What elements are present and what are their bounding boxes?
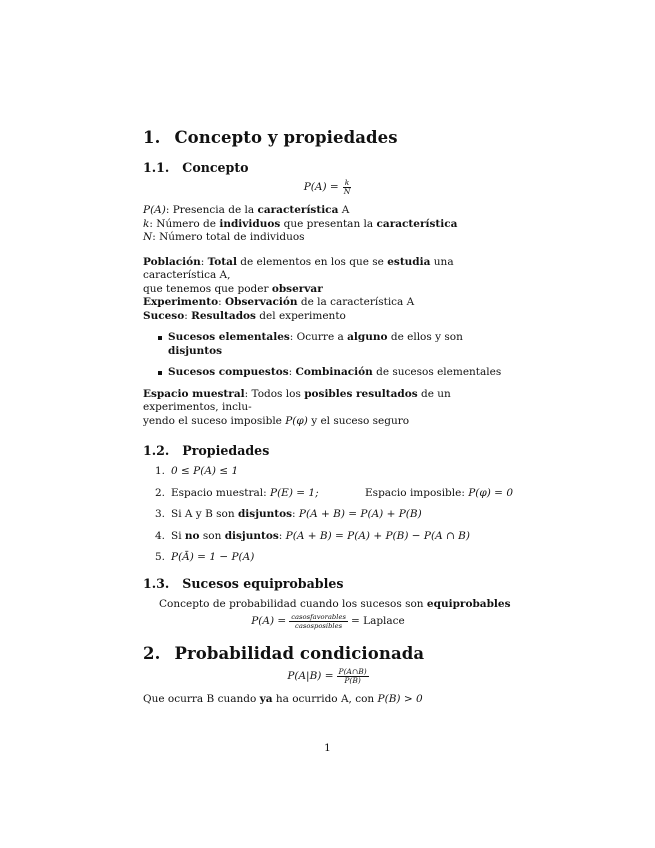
fraction-numerator: k — [344, 178, 350, 187]
sucesos-list — [158, 331, 513, 380]
subsection-1-2-heading — [143, 443, 513, 459]
fraction-numerator: P(A∩B) — [338, 667, 367, 676]
list-item: 1. 0 ≤ P(A) ≤ 1 — [155, 465, 239, 477]
suceso-line: Suceso: Resultados del experimento — [143, 309, 346, 322]
list-item: 2. Espacio muestral: P(E) = 1; Espacio imposible: P(φ) = 0 — [155, 486, 513, 499]
equiprobables-line: Concepto de probabilidad cuando los sucesos son equiprobables — [159, 597, 511, 610]
list-item: 5. P(Ā) = 1 − P(A) — [155, 551, 255, 563]
subsection-title: Propiedades — [182, 443, 270, 458]
section-title: Concepto y propiedades — [174, 128, 398, 147]
definitions-block — [143, 204, 513, 245]
subsection-number: 1.2. — [143, 443, 170, 458]
formula-conditional — [143, 668, 513, 685]
section-number: 2. — [143, 644, 161, 663]
section-title: Probabilidad condicionada — [174, 644, 425, 663]
subsection-title: Sucesos equiprobables — [182, 575, 344, 591]
fraction — [337, 668, 369, 685]
fraction — [289, 613, 348, 630]
poblacion-paragraph: Población: Total de elementos en los que se estudia una característica A, que tenemos que poder observar Experimento: Observación de la característica A Suceso: Resultados del experimento — [143, 256, 513, 324]
espacio-muestral-paragraph: Espacio muestral: Todos los posibles resultados de un experimentos, inclu- yendo el suceso imposible P(φ) y el suceso seguro — [143, 387, 451, 427]
page-content — [143, 128, 513, 707]
fraction-denominator: casosposibles — [295, 622, 343, 630]
formula-laplace — [143, 613, 513, 630]
subsection-1-1-heading — [143, 160, 513, 176]
subsection-title: Concepto — [182, 160, 249, 175]
definition-line: k: Número de individuos que presentan la característica — [143, 217, 458, 230]
section-2-heading — [143, 644, 513, 664]
bullet-square-icon — [158, 336, 162, 340]
section-1-heading — [143, 128, 513, 148]
formula-lhs: P(A) = — [251, 614, 287, 627]
formula-lhs: P(A|B) = — [287, 669, 334, 682]
experimento-line: Experimento: Observación de la característica A — [143, 296, 415, 308]
fraction-numerator: casosfavorables — [291, 613, 346, 621]
list-item: Sucesos elementales: Ocurre a alguno de ellos y son disjuntos — [158, 331, 513, 358]
subsection-number: 1.3. — [143, 575, 170, 591]
properties-list — [155, 465, 513, 565]
definition-line: P(A): Presencia de la característica A — [143, 204, 350, 216]
bullet-square-icon — [158, 371, 162, 375]
page-number: 1 — [324, 742, 331, 754]
section-number: 1. — [143, 128, 161, 147]
conditional-line: Que ocurra B cuando ya ha ocurrido A, con P(B) > 0 — [143, 693, 423, 705]
definition-line: N: Número total de individuos — [143, 231, 305, 243]
fraction — [342, 179, 353, 196]
list-item: 4. Si no son disjuntos: P(A + B) = P(A) + P(B) − P(A ∩ B) — [155, 529, 470, 542]
subsection-1-3-heading — [143, 576, 513, 592]
fraction-denominator: N — [343, 187, 351, 196]
formula-lhs: P(A) = — [303, 180, 339, 193]
formula-concept — [143, 179, 513, 196]
formula-rhs: = Laplace — [350, 614, 405, 627]
list-item: Sucesos compuestos: Combinación de sucesos elementales — [158, 366, 513, 380]
fraction-denominator: P(B) — [344, 676, 361, 685]
list-item: 3. Si A y B son disjuntos: P(A + B) = P(A) + P(B) — [155, 508, 422, 520]
subsection-number: 1.1. — [143, 160, 170, 175]
